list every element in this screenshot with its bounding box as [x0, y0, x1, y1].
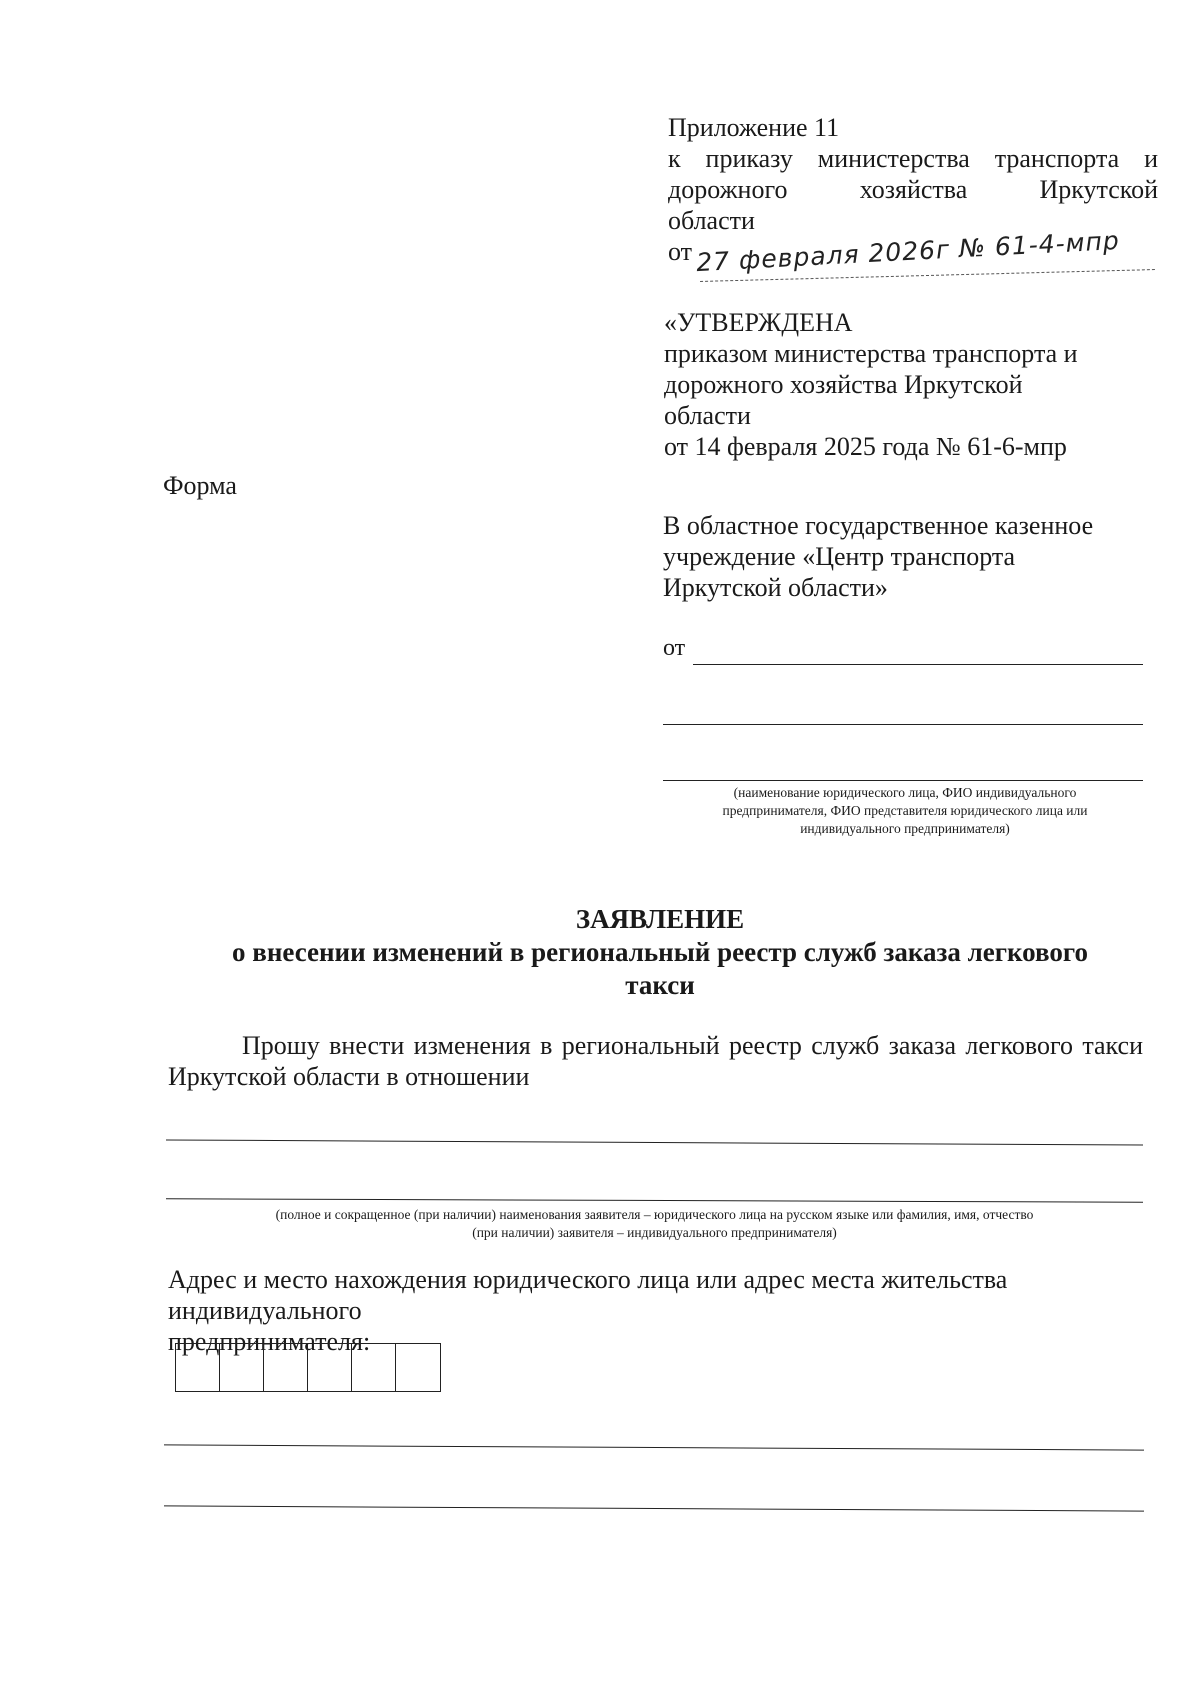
applicant-caption-line-2: предпринимателя, ФИО представителя юридического лица или: [722, 803, 1088, 818]
appendix-line-4: области: [668, 206, 755, 235]
appendix-from-prefix: от: [668, 237, 693, 266]
appendix-date-line: [668, 225, 1158, 278]
name-caption-line-2: (при наличии) заявителя – индивидуального предпринимателя): [472, 1225, 837, 1240]
request-line-2: Иркутской области в отношении: [168, 1062, 530, 1091]
appendix-line-2: к приказу министерства транспорта и: [668, 144, 1158, 173]
from-label: от: [663, 635, 686, 661]
appendix-number: Приложение 11: [668, 113, 840, 142]
postal-code-cell[interactable]: [308, 1344, 352, 1391]
name-caption-line-1: (полное и сокращенное (при наличии) наименования заявителя – юридического лица на русском языке или фамилия, имя, отчество: [275, 1207, 1034, 1222]
postal-code-boxes: [175, 1343, 441, 1392]
request-paragraph: [168, 1030, 1143, 1092]
appendix-line-3: дорожного хозяйства Иркутской: [668, 175, 1158, 204]
name-caption: [166, 1206, 1143, 1242]
address-line-field-1[interactable]: [164, 1444, 1144, 1450]
postal-code-cell[interactable]: [396, 1344, 440, 1391]
postal-code-cell[interactable]: [264, 1344, 308, 1391]
approved-line-2: приказом министерства транспорта и: [664, 339, 1078, 368]
addressee-line-2: учреждение «Центр транспорта: [663, 542, 1016, 571]
approved-heading: «УТВЕРЖДЕНА: [664, 308, 853, 337]
applicant-caption: [660, 784, 1150, 838]
approved-line-4: области: [664, 401, 751, 430]
addressee-line-3: Иркутской области»: [663, 573, 888, 602]
document-title: [160, 903, 1160, 1002]
approved-line-3: дорожного хозяйства Иркутской: [664, 370, 1023, 399]
approved-date: от 14 февраля 2025 года № 61-6-мпр: [664, 432, 1067, 461]
applicant-caption-line-3: индивидуального предпринимателя): [800, 821, 1010, 836]
title-subtitle: о внесении изменений в региональный реестр служб заказа легкового: [232, 937, 1088, 967]
applicant-caption-line-1: (наименование юридического лица, ФИО индивидуального: [733, 785, 1077, 800]
applicant-name-line-2[interactable]: [166, 1198, 1143, 1202]
addressee-block: [663, 510, 1173, 603]
postal-code-cell[interactable]: [220, 1344, 264, 1391]
applicant-name-line-1[interactable]: [166, 1139, 1143, 1145]
applicant-line-3[interactable]: [663, 780, 1143, 781]
postal-code-cell[interactable]: [352, 1344, 396, 1391]
from-field-line[interactable]: [693, 664, 1143, 665]
appendix-block: [668, 112, 1158, 278]
form-label: Форма: [163, 471, 237, 500]
address-line-field-2[interactable]: [164, 1505, 1144, 1511]
addressee-line-1: В областное государственное казенное: [663, 511, 1094, 540]
address-line-2: предпринимателя:: [168, 1327, 371, 1356]
request-line-1: Прошу внести изменения в региональный реестр служб заказа легкового такси: [242, 1031, 1143, 1060]
title-subtitle-end: такси: [625, 970, 695, 1000]
approved-block: [664, 307, 1164, 462]
postal-code-cell[interactable]: [176, 1344, 220, 1391]
applicant-line-2[interactable]: [663, 724, 1143, 725]
address-line-1: Адрес и место нахождения юридического лица или адрес места жительства индивидуального: [168, 1265, 1008, 1325]
title-main: ЗАЯВЛЕНИЕ: [575, 904, 745, 934]
handwritten-date: 27 февраля 2026г № 61-4-мпр: [695, 225, 1121, 278]
